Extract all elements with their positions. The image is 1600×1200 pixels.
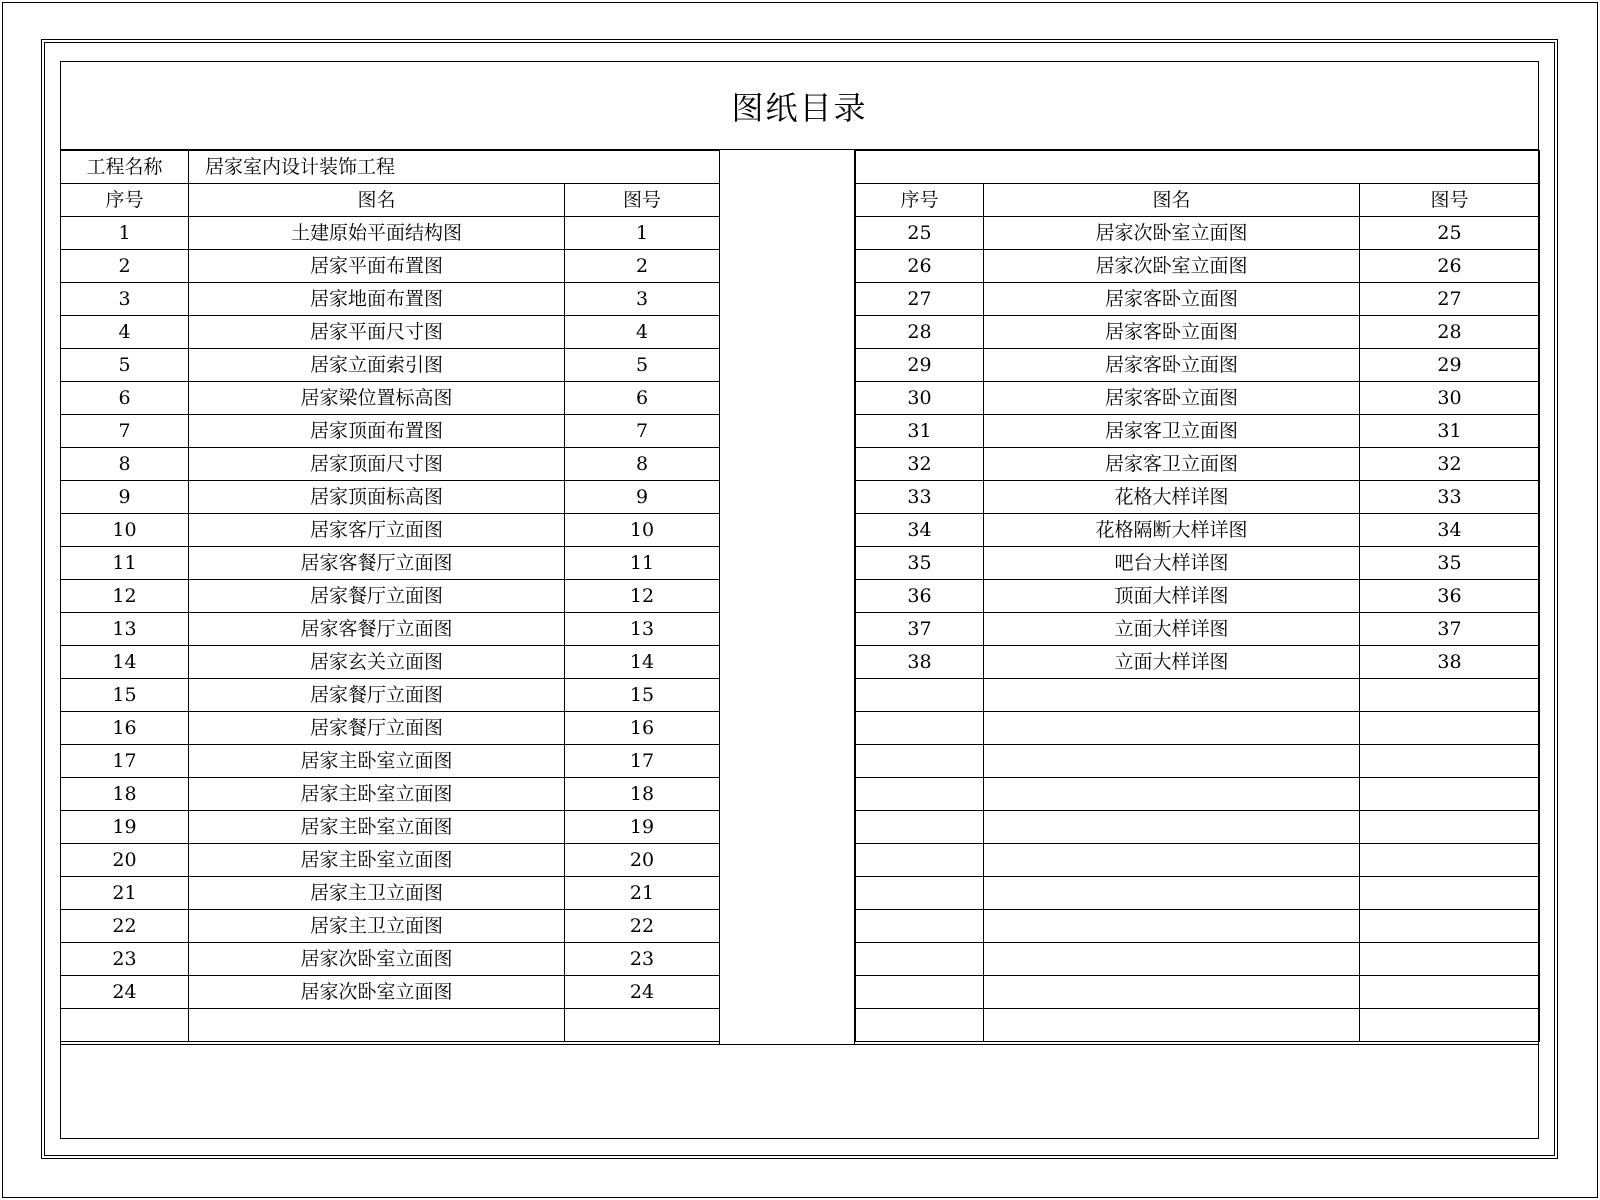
cell-index: 21 (61, 877, 189, 910)
table-row (856, 646, 1540, 679)
cell-number: 31 (1360, 415, 1540, 448)
cell-name: 居家客卧立面图 (984, 316, 1360, 349)
table-row (61, 712, 720, 745)
cell-number (1360, 712, 1540, 745)
project-blank-cell (856, 151, 1540, 184)
cell-name: 居家餐厅立面图 (189, 712, 565, 745)
cell-name: 居家客卧立面图 (984, 283, 1360, 316)
cell-name: 居家地面布置图 (189, 283, 565, 316)
cell-index: 27 (856, 283, 984, 316)
cell-number: 28 (1360, 316, 1540, 349)
cell-number (1360, 679, 1540, 712)
cell-number: 2 (565, 250, 720, 283)
table-row (856, 679, 1540, 712)
table-row (61, 382, 720, 415)
header-number: 图号 (565, 184, 720, 217)
cell-index (856, 679, 984, 712)
table-row (61, 349, 720, 382)
cell-index: 9 (61, 481, 189, 514)
cell-name (189, 1009, 565, 1042)
cell-number: 25 (1360, 217, 1540, 250)
cell-number: 13 (565, 613, 720, 646)
table-row (856, 283, 1540, 316)
table-row (856, 877, 1540, 910)
table-row (856, 481, 1540, 514)
cell-index: 10 (61, 514, 189, 547)
cell-name (984, 679, 1360, 712)
table-row (61, 217, 720, 250)
cell-name: 立面大样详图 (984, 646, 1360, 679)
cell-index: 8 (61, 448, 189, 481)
cell-index: 29 (856, 349, 984, 382)
table-row (61, 976, 720, 1009)
table-row (61, 811, 720, 844)
table-row (856, 712, 1540, 745)
sheet-title: 图纸目录 (731, 88, 868, 127)
table-row (856, 745, 1540, 778)
cell-index: 28 (856, 316, 984, 349)
cell-number: 29 (1360, 349, 1540, 382)
table-row (61, 514, 720, 547)
cell-index: 22 (61, 910, 189, 943)
cell-index: 35 (856, 547, 984, 580)
table-row (61, 250, 720, 283)
cell-name: 居家主卧室立面图 (189, 811, 565, 844)
table-row (856, 613, 1540, 646)
cell-number: 7 (565, 415, 720, 448)
table-row (61, 844, 720, 877)
cell-name (984, 811, 1360, 844)
header-number: 图号 (1360, 184, 1540, 217)
cell-name (984, 712, 1360, 745)
cell-number: 5 (565, 349, 720, 382)
cell-number: 33 (1360, 481, 1540, 514)
table-row (61, 580, 720, 613)
project-name-label: 工程名称 (61, 151, 189, 184)
project-row (61, 151, 720, 184)
cell-name: 吧台大样详图 (984, 547, 1360, 580)
cell-name (984, 943, 1360, 976)
cell-number: 22 (565, 910, 720, 943)
cell-name: 居家顶面标高图 (189, 481, 565, 514)
cell-number: 6 (565, 382, 720, 415)
table-row (856, 943, 1540, 976)
table-row (856, 844, 1540, 877)
cell-name: 居家主卧室立面图 (189, 778, 565, 811)
cell-index: 33 (856, 481, 984, 514)
header-name: 图名 (984, 184, 1360, 217)
cell-name: 居家平面尺寸图 (189, 316, 565, 349)
cell-name: 居家餐厅立面图 (189, 679, 565, 712)
header-name: 图名 (189, 184, 565, 217)
table-row (61, 646, 720, 679)
cell-number: 17 (565, 745, 720, 778)
cell-name: 居家顶面布置图 (189, 415, 565, 448)
cell-name: 居家立面索引图 (189, 349, 565, 382)
cell-name: 居家次卧室立面图 (984, 217, 1360, 250)
cell-index: 24 (61, 976, 189, 1009)
cell-name: 居家主卫立面图 (189, 910, 565, 943)
cell-number (565, 1009, 720, 1042)
table-row (856, 580, 1540, 613)
cell-number (1360, 811, 1540, 844)
cell-number: 34 (1360, 514, 1540, 547)
cell-number: 8 (565, 448, 720, 481)
cell-index: 1 (61, 217, 189, 250)
cell-number: 37 (1360, 613, 1540, 646)
cell-index: 14 (61, 646, 189, 679)
cell-name: 居家次卧室立面图 (189, 976, 565, 1009)
cell-number: 11 (565, 547, 720, 580)
cell-index (856, 745, 984, 778)
table-row (856, 349, 1540, 382)
cell-index (856, 877, 984, 910)
project-name-value: 居家室内设计装饰工程 (189, 151, 720, 184)
cell-name: 居家主卧室立面图 (189, 844, 565, 877)
cell-number: 27 (1360, 283, 1540, 316)
cell-number (1360, 844, 1540, 877)
table-row (856, 514, 1540, 547)
cell-number (1360, 910, 1540, 943)
table-row (61, 547, 720, 580)
cell-number: 14 (565, 646, 720, 679)
cell-name: 居家主卫立面图 (189, 877, 565, 910)
table-row (61, 448, 720, 481)
cell-index: 23 (61, 943, 189, 976)
cell-number: 21 (565, 877, 720, 910)
cell-index: 17 (61, 745, 189, 778)
header-index: 序号 (856, 184, 984, 217)
table-row (61, 481, 720, 514)
cell-name: 居家平面布置图 (189, 250, 565, 283)
table-row (856, 1009, 1540, 1042)
cell-number: 16 (565, 712, 720, 745)
cell-index: 18 (61, 778, 189, 811)
cell-index (856, 943, 984, 976)
cell-index (856, 976, 984, 1009)
cell-name (984, 877, 1360, 910)
cell-number: 23 (565, 943, 720, 976)
cell-number (1360, 877, 1540, 910)
table-row (61, 910, 720, 943)
cell-name: 土建原始平面结构图 (189, 217, 565, 250)
cell-name: 居家客餐厅立面图 (189, 613, 565, 646)
table-bottom-divider (60, 1044, 1539, 1045)
cell-number: 1 (565, 217, 720, 250)
drawing-list-right (855, 150, 1540, 1042)
cell-index: 36 (856, 580, 984, 613)
cell-name (984, 910, 1360, 943)
cell-name: 花格隔断大样详图 (984, 514, 1360, 547)
cell-index: 34 (856, 514, 984, 547)
header-row (61, 184, 720, 217)
cell-number: 24 (565, 976, 720, 1009)
cell-name: 居家客卧立面图 (984, 349, 1360, 382)
cell-index: 32 (856, 448, 984, 481)
cell-name: 居家客餐厅立面图 (189, 547, 565, 580)
cell-index (856, 778, 984, 811)
cell-name (984, 1009, 1360, 1042)
header-index: 序号 (61, 184, 189, 217)
cell-name: 居家梁位置标高图 (189, 382, 565, 415)
cell-index: 19 (61, 811, 189, 844)
cell-index: 11 (61, 547, 189, 580)
cell-index: 15 (61, 679, 189, 712)
cell-name: 居家客卫立面图 (984, 415, 1360, 448)
cell-name: 立面大样详图 (984, 613, 1360, 646)
cell-name: 居家餐厅立面图 (189, 580, 565, 613)
cell-name (984, 976, 1360, 1009)
table-row (61, 1009, 720, 1042)
drawing-list-left (60, 150, 720, 1042)
table-row (856, 547, 1540, 580)
table-row (61, 613, 720, 646)
cell-name: 顶面大样详图 (984, 580, 1360, 613)
cell-number: 9 (565, 481, 720, 514)
cell-name: 居家客厅立面图 (189, 514, 565, 547)
cell-number (1360, 943, 1540, 976)
cell-name: 花格大样详图 (984, 481, 1360, 514)
cell-index: 26 (856, 250, 984, 283)
table-row (856, 778, 1540, 811)
table-row (61, 283, 720, 316)
cell-index (61, 1009, 189, 1042)
cell-number: 18 (565, 778, 720, 811)
cell-number: 12 (565, 580, 720, 613)
table-row (856, 448, 1540, 481)
table-row (61, 745, 720, 778)
cell-index: 25 (856, 217, 984, 250)
table-row (856, 250, 1540, 283)
cell-name: 居家次卧室立面图 (984, 250, 1360, 283)
cell-number: 26 (1360, 250, 1540, 283)
table-row (856, 217, 1540, 250)
table-row (61, 316, 720, 349)
cell-number: 3 (565, 283, 720, 316)
cell-number: 4 (565, 316, 720, 349)
cell-number: 32 (1360, 448, 1540, 481)
cell-index: 7 (61, 415, 189, 448)
cell-index: 20 (61, 844, 189, 877)
cell-index: 12 (61, 580, 189, 613)
cell-number: 19 (565, 811, 720, 844)
table-row (856, 976, 1540, 1009)
table-row (856, 910, 1540, 943)
cell-number (1360, 778, 1540, 811)
table-row (61, 415, 720, 448)
cell-index (856, 1009, 984, 1042)
cell-number (1360, 976, 1540, 1009)
cell-number (1360, 1009, 1540, 1042)
table-row (856, 811, 1540, 844)
cell-index (856, 910, 984, 943)
cell-name: 居家顶面尺寸图 (189, 448, 565, 481)
cell-index: 3 (61, 283, 189, 316)
cell-name: 居家客卫立面图 (984, 448, 1360, 481)
header-row (856, 184, 1540, 217)
cell-number: 15 (565, 679, 720, 712)
cell-name: 居家玄关立面图 (189, 646, 565, 679)
project-row-blank (856, 151, 1540, 184)
cell-name: 居家主卧室立面图 (189, 745, 565, 778)
table-row (61, 679, 720, 712)
cell-name (984, 778, 1360, 811)
table-row (61, 943, 720, 976)
cell-index: 37 (856, 613, 984, 646)
cell-index: 30 (856, 382, 984, 415)
center-gap (719, 150, 855, 1044)
cell-index (856, 712, 984, 745)
cell-name (984, 745, 1360, 778)
cell-number: 36 (1360, 580, 1540, 613)
cell-number: 10 (565, 514, 720, 547)
cell-number (1360, 745, 1540, 778)
cell-index: 2 (61, 250, 189, 283)
table-row (61, 778, 720, 811)
cell-index: 31 (856, 415, 984, 448)
cell-index: 6 (61, 382, 189, 415)
cell-number: 20 (565, 844, 720, 877)
cell-index: 16 (61, 712, 189, 745)
cell-name (984, 844, 1360, 877)
cell-index (856, 844, 984, 877)
cell-number: 30 (1360, 382, 1540, 415)
cell-index: 13 (61, 613, 189, 646)
cell-index: 4 (61, 316, 189, 349)
cell-index: 5 (61, 349, 189, 382)
table-row (61, 877, 720, 910)
cell-number: 38 (1360, 646, 1540, 679)
table-row (856, 382, 1540, 415)
table-row (856, 316, 1540, 349)
cell-number: 35 (1360, 547, 1540, 580)
cell-name: 居家客卧立面图 (984, 382, 1360, 415)
table-row (856, 415, 1540, 448)
cell-index: 38 (856, 646, 984, 679)
cell-index (856, 811, 984, 844)
cell-name: 居家次卧室立面图 (189, 943, 565, 976)
